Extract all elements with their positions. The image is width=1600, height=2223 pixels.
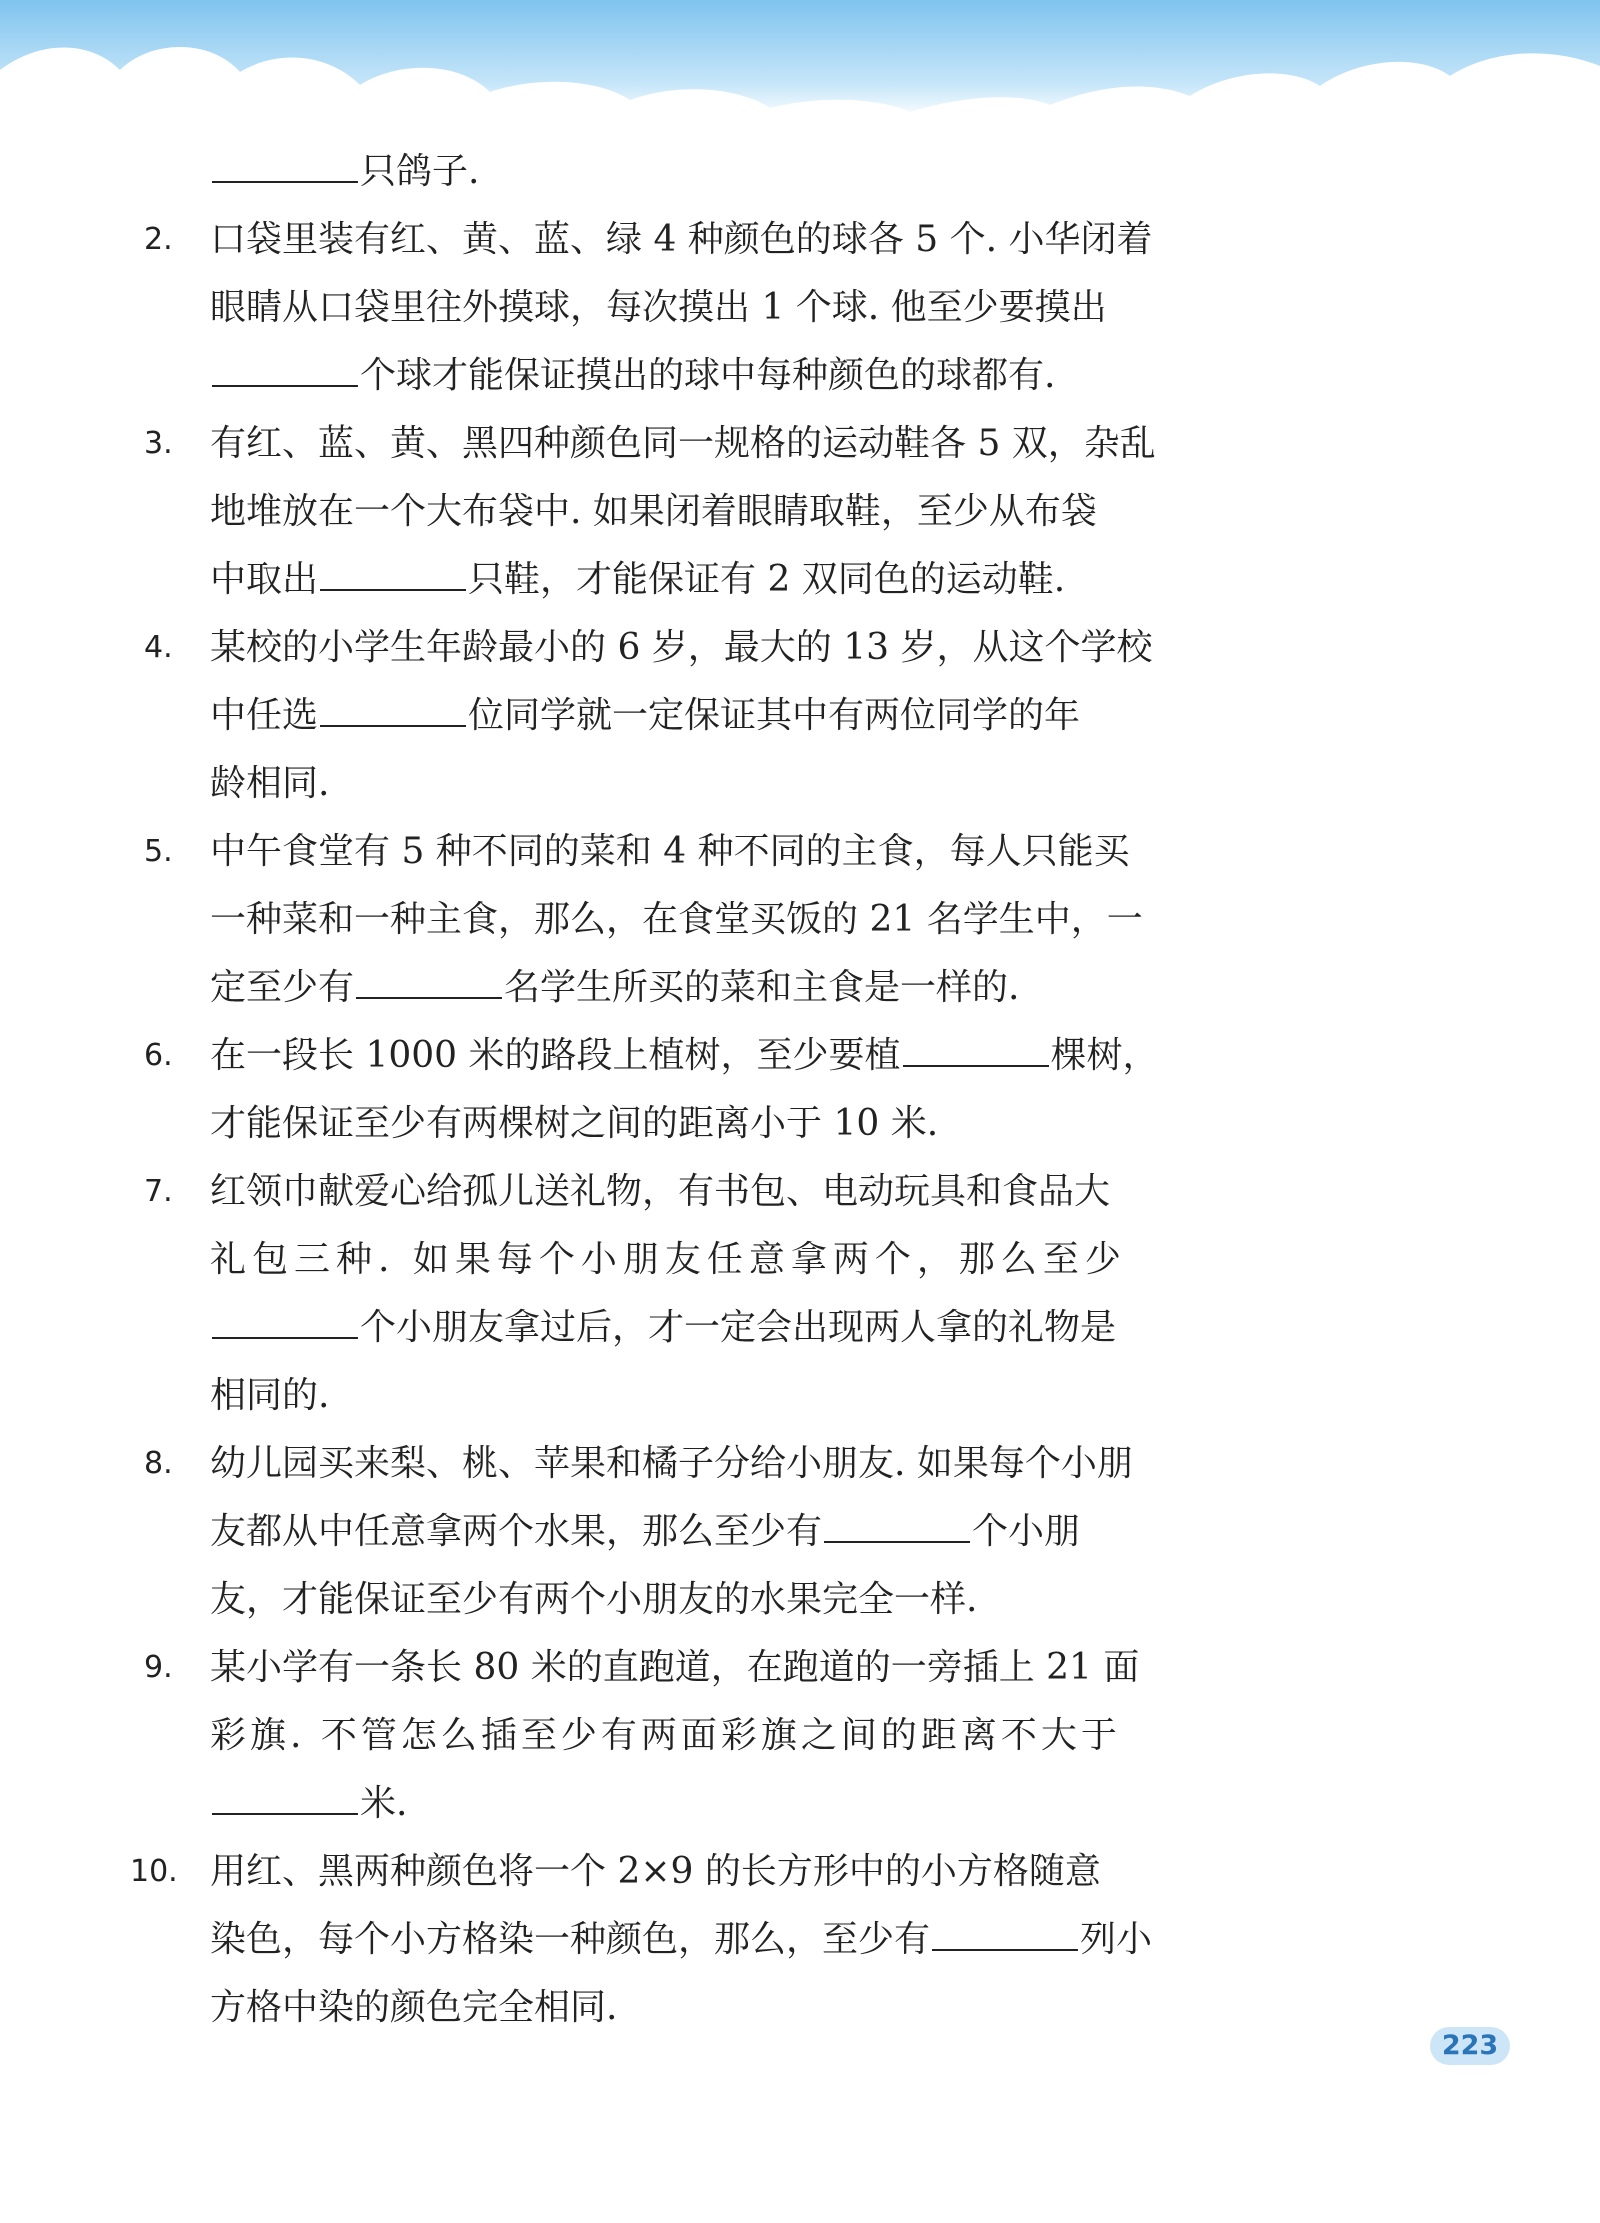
problem-line: 有红、蓝、黄、黑四种颜色同一规格的运动鞋各 5 双，杂乱 <box>210 423 1156 464</box>
problem-line: 地堆放在一个大布袋中. 如果闭着眼睛取鞋，至少从布袋 <box>210 491 1097 532</box>
answer-blank[interactable] <box>903 1035 1049 1067</box>
problem-number: 7. <box>144 1174 173 1209</box>
answer-blank[interactable] <box>824 1511 970 1543</box>
problem-line: 用红、黑两种颜色将一个 2×9 的长方形中的小方格随意 <box>210 1851 1101 1892</box>
answer-blank[interactable] <box>212 355 358 387</box>
problem-line: 友，才能保证至少有两个小朋友的水果完全一样. <box>210 1579 978 1620</box>
problem-number: 3. <box>144 426 173 461</box>
problem-line: 友都从中任意拿两个水果，那么至少有 个小朋 <box>210 1511 1081 1552</box>
answer-blank[interactable] <box>356 967 502 999</box>
problem-line: 在一段长 1000 米的路段上植树，至少要植 棵树， <box>210 1035 1159 1076</box>
problem-line: 某校的小学生年龄最小的 6 岁，最大的 13 岁，从这个学校 <box>210 627 1153 668</box>
problem-line: 眼睛从口袋里往外摸球，每次摸出 1 个球. 他至少要摸出 <box>210 287 1107 328</box>
problem-line: 幼儿园买来梨、桃、苹果和橘子分给小朋友. 如果每个小朋 <box>210 1443 1133 1484</box>
header-cloud-banner <box>0 0 1600 150</box>
continuation-line <box>210 138 1160 206</box>
problem-number: 6. <box>144 1038 173 1073</box>
problem-line: 个小朋友拿过后，才一定会出现两人拿的礼物是 <box>210 1294 1160 1362</box>
problem-line: 才能保证至少有两棵树之间的距离小于 10 米. <box>210 1103 939 1144</box>
answer-blank[interactable] <box>932 1919 1078 1951</box>
answer-blank[interactable] <box>320 695 466 727</box>
problem-line: 某小学有一条长 80 米的直跑道，在跑道的一旁插上 21 面 <box>210 1647 1140 1688</box>
problem-line: 相同的. <box>210 1375 330 1416</box>
problem-number: 2. <box>144 222 173 257</box>
page-number-badge: 223 <box>1430 2027 1510 2065</box>
problem-7 <box>144 1158 1160 1430</box>
problem-line: 中任选 位同学就一定保证其中有两位同学的年 <box>210 695 1081 736</box>
problem-line: 一种菜和一种主食，那么，在食堂买饭的 21 名学生中，一 <box>210 899 1143 940</box>
problem-line: 红领巾献爱心给孤儿送礼物，有书包、电动玩具和食品大 <box>210 1171 1111 1212</box>
continuation-text: 只鸽子. <box>360 151 480 192</box>
problem-2 <box>144 206 1160 410</box>
problem-3 <box>144 410 1160 614</box>
problem-list <box>130 138 1160 2042</box>
answer-blank[interactable] <box>212 1783 358 1815</box>
problem-line: 龄相同. <box>210 763 330 804</box>
problem-number: 5. <box>144 834 173 869</box>
problem-8 <box>144 1430 1160 1634</box>
problem-6 <box>144 1022 1160 1158</box>
problem-line: 米. <box>210 1770 1160 1838</box>
problem-line: 口袋里装有红、黄、蓝、绿 4 种颜色的球各 5 个. 小华闭着 <box>210 219 1153 260</box>
answer-blank[interactable] <box>212 151 358 183</box>
problem-line: 礼包三种. 如果每个小朋友任意拿两个，那么至少 <box>210 1239 1127 1280</box>
problem-9 <box>144 1634 1160 1838</box>
problem-5 <box>144 818 1160 1022</box>
problem-line: 方格中染的颜色完全相同. <box>210 1987 618 2028</box>
problem-line: 染色，每个小方格染一种颜色，那么，至少有 列小 <box>210 1919 1153 1960</box>
problem-4 <box>144 614 1160 818</box>
problem-10 <box>130 1838 1160 2042</box>
problem-number: 8. <box>144 1446 173 1481</box>
answer-blank[interactable] <box>212 1307 358 1339</box>
problem-line: 个球才能保证摸出的球中每种颜色的球都有. <box>210 342 1160 410</box>
problem-line: 彩旗. 不管怎么插至少有两面彩旗之间的距离不大于 <box>210 1715 1121 1756</box>
problem-line: 中午食堂有 5 种不同的菜和 4 种不同的主食，每人只能买 <box>210 831 1130 872</box>
problem-number: 10. <box>130 1854 178 1889</box>
problem-line: 定至少有 名学生所买的菜和主食是一样的. <box>210 967 1020 1008</box>
answer-blank[interactable] <box>320 559 466 591</box>
problem-line: 中取出 只鞋，才能保证有 2 双同色的运动鞋. <box>210 559 1066 600</box>
problem-number: 9. <box>144 1650 173 1685</box>
problem-number: 4. <box>144 630 173 665</box>
